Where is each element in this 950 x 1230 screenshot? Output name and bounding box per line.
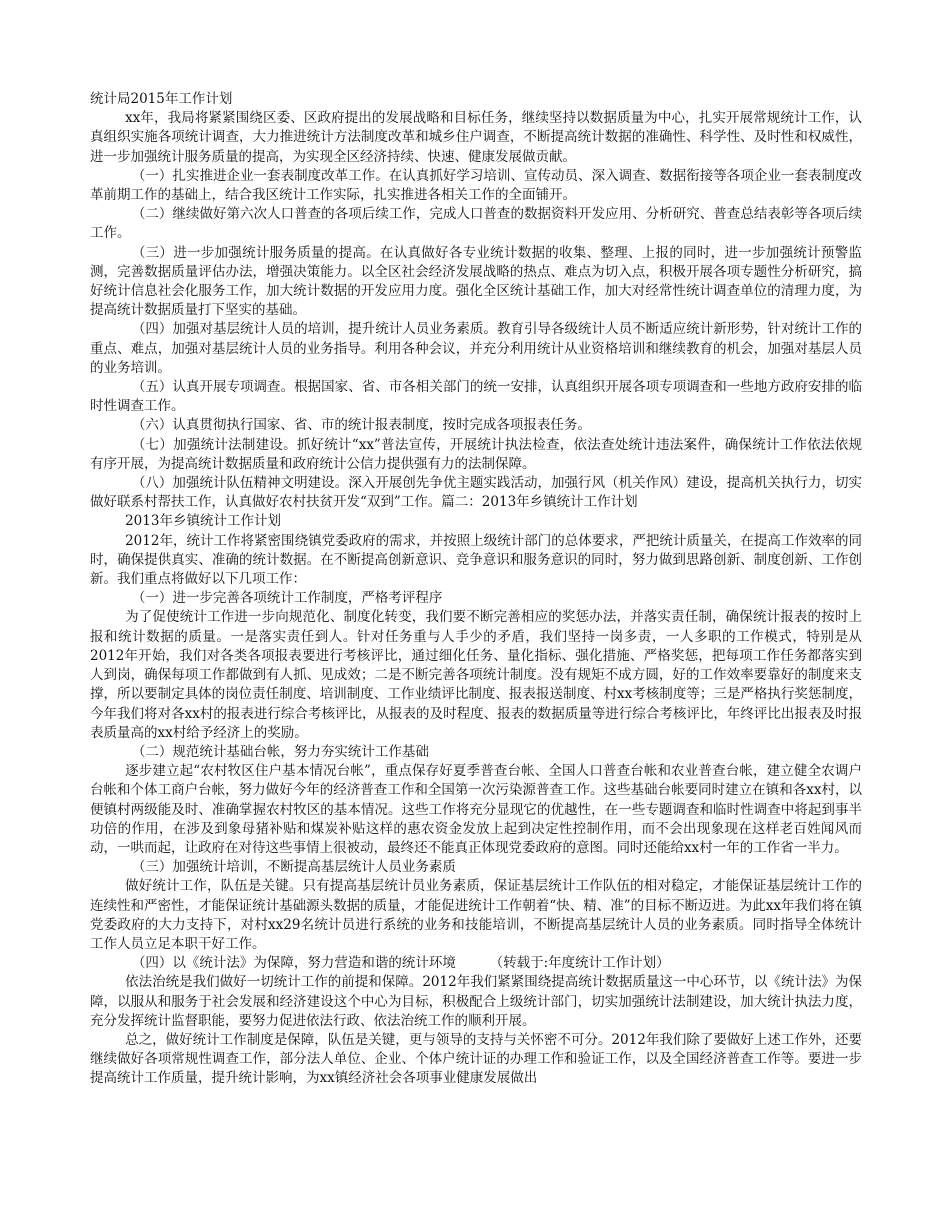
paragraph: 做好统计工作，队伍是关键。只有提高基层统计员业务素质，保证基层统计工作队伍的相对稳定，才能保证基层统计工作的连续性和严密性，才能保证统计基础源头数据的质量，才能促进统计工作朝着“快、精、准”的目标不断迈进。为此xx年我们将在镇党委政府的大力支持下，对村xx29名统计员进行系统的业务和技能培训，不断提高基层统计人员的业务素质。同时指导全体统计工作人员立足本职干好工作。 [90,878,862,952]
paragraph: （八）加强统计队伍精神文明建设。深入开展创先争优主题实践活动，加强行风（机关作风）建设，提高机关执行力，切实做好联系村帮扶工作，认真做好农村扶贫开发“双到”工作。篇二：2013年乡镇统计工作计划 [90,475,862,511]
paragraph: （二）规范统计基础台帐，努力夯实统计工作基础 [131,743,429,760]
paragraph: （二）继续做好第六次人口普查的各项后续工作，完成人口普查的数据资料开发应用、分析研究、普查总结表彰等各项后续工作。 [90,206,862,242]
paragraph: （三）加强统计培训，不断提高基层统计人员业务素质 [131,859,456,876]
paragraph: （一）扎实推进企业一套表制度改革工作。在认真抓好学习培训、宣传动员、深入调查、数据衔接等各项企业一套表制度改革前期工作的基础上，结合我区统计工作实际，扎实推进各相关工作的全面铺开。 [90,167,862,204]
paragraph: 2013年乡镇统计工作计划 [125,513,281,530]
paragraph: 总之，做好统计工作制度是保障，队伍是关键，更与领导的支持与关怀密不可分。2012年我们除了要做好上述工作外，还要继续做好各项常规性调查工作，部分法人单位、企业、个体户统计证的办理工作和验证工作，以及全国经济普查工作等。要进一步提高统计工作质量，提升统计影响，为xx镇经济社会各项事业健康发展做出 [90,1031,862,1087]
paragraph: （一）进一步完善各项统计工作制度，严格考评程序 [131,590,443,607]
paragraph: （四）加强对基层统计人员的培训，提升统计人员业务素质。教育引导各级统计人员不断适应统计新形势，针对统计工作的重点、难点，加强对基层统计人员的业务指导。利用各种会议，并充分利用统计从业资格培训和继续教育的机会，加强对基层人员的业务培训。 [90,321,862,376]
paragraph: （六）认真贯彻执行国家、省、市的统计报表制度，按时完成各项报表任务。 [131,417,591,434]
paragraph: （三）进一步加强统计服务质量的提高。在认真做好各专业统计数据的收集、整理、上报的同时，进一步加强统计预警监测，完善数据质量评估办法，增强决策能力。以全区社会经济发展战略的热点、难点为切入点，积极开展各项专题性分析研究，搞好统计信息社会化服务工作，加大统计数据的开发应用力度。强化全区统计基础工作，加大对经常性统计调查单位的清理力度，为提高统计数据质量打下坚实的基础。 [90,244,862,319]
paragraph: 为了促使统计工作进一步向规范化、制度化转变，我们要不断完善相应的奖惩办法，并落实责任制，确保统计报表的按时上报和统计数据的质量。一是落实责任到人。针对任务重与人手少的矛盾，我们坚持一岗多责，一人多职的工作模式，特别是从2012年开始，我们对各类各项报表要进行考核评比，通过细化任务、量化指标、强化措施、严格奖惩，把每项工作任务都落实到人到岗，确保每项工作都做到有人抓、见成效；二是不断完善各项统计制度。没有规矩不成方圆，好的工作效率要靠好的制度来支撑，所以要制定具体的岗位责任制度、培训制度、工作业绩评比制度、报表报送制度、村xx考核制度等；三是严格执行奖惩制度，今年我们将对各xx村的报表进行综合考核评比，从报表的及时程度、报表的数据质量等进行综合考核评比，年终评比出报表及时报表质量高的xx村给予经济上的奖励。 [90,609,862,741]
paragraph: 2012年，统计工作将紧密围绕镇党委政府的需求，并按照上级统计部门的总体要求，严把统计质量关，在提高工作效率的同时，确保提供真实、准确的统计数据。在不断提高创新意识、竞争意识和服务意识的同时，努力做到思路创新、制度创新、工作创新。我们重点将做好以下几项工作： [90,532,862,588]
paragraph: 依法治统是我们做好一切统计工作的前提和保障。2012年我们紧紧围绕提高统计数据质量这一中心环节，以《统计法》为保障，以服从和服务于社会发展和经济建设这个中心为目标，积极配合上级统计部门，切实加强统计法制建设，加大统计执法力度，充分发挥统计监督职能，要努力促进依法行政、依法治统工作的顺利开展。 [90,974,862,1029]
document-body [90,109,862,1088]
paragraph: xx年，我局将紧紧围绕区委、区政府提出的发展战略和目标任务，继续坚持以数据质量为中心，扎实开展常规统计工作，认真组织实施各项统计调查，大力推进统计方法制度改革和城乡住户调查，不断提高统计数据的准确性、科学性、及时性和权威性，进一步加强统计服务质量的提高，为实现全区经济持续、快速、健康发展做贡献。 [90,110,862,165]
paragraph: 逐步建立起“农村牧区住户基本情况台帐”，重点保存好夏季普查台帐、全国人口普查台帐和农业普查台帐，建立健全农调户台帐和个体工商户台帐，努力做好今年的经济普查工作和全国第一次污染源普查工作。这些基础台帐要同时建立在镇和各xx村，以便镇村两级能及时、准确掌握农村牧区的基本情况。这些工作将充分显现它的优越性，在一些专题调查和临时性调查中将起到事半功倍的作用，在涉及到象母猪补贴和煤炭补贴这样的惠农资金发放上起到决定性控制作用，而不会出现象现在这样老百姓闻风而动，一哄而起，让政府在对待这些事情上很被动，最终还不能真正体现党委政府的意图。同时还能给xx村一年的工作省一半力。 [90,763,862,856]
paragraph: （七）加强统计法制建设。抓好统计“xx”普法宣传，开展统计执法检查，依法查处统计违法案件，确保统计工作依法依规有序开展，为提高统计数据质量和政府统计公信力提供强有力的法制保障。 [90,436,862,472]
document-title: 统计局2015年工作计划 [90,91,233,107]
paragraph: （四）以《统计法》为保障，努力营造和谐的统计环境 （转载于:年度统计工作计划） [131,955,670,972]
paragraph: （五）认真开展专项调查。根据国家、省、市各相关部门的统一安排，认真组织开展各项专项调查和一些地方政府安排的临时性调查工作。 [90,379,862,415]
